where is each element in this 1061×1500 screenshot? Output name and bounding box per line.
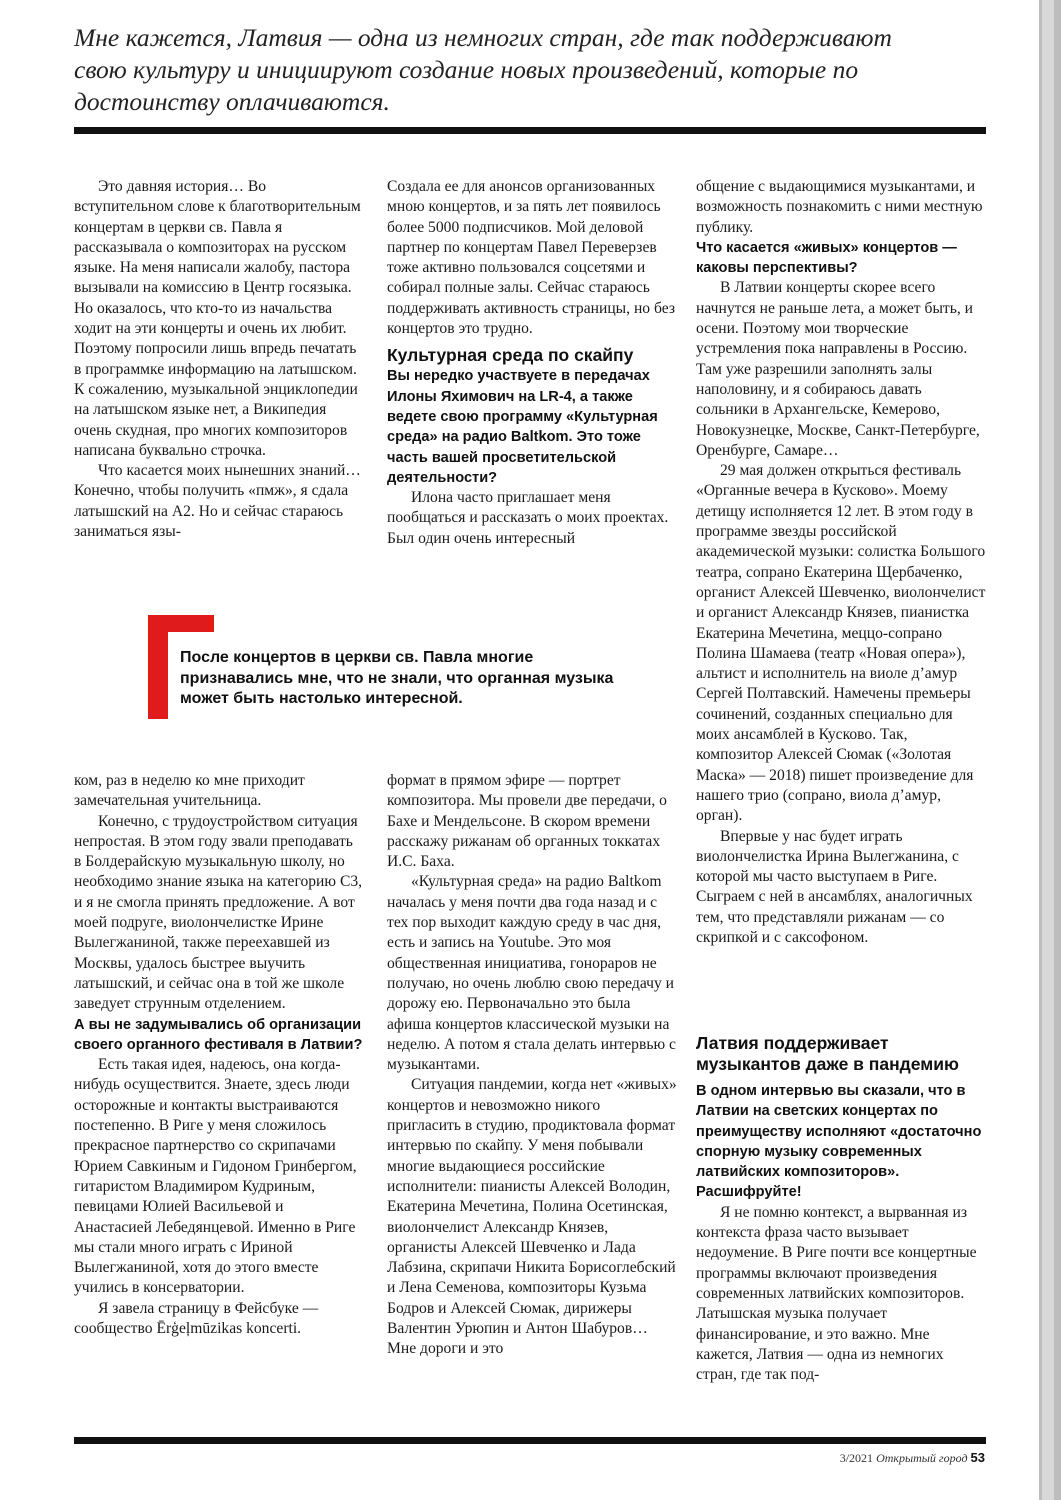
magazine-name: Открытый город bbox=[876, 1451, 968, 1465]
paragraph: Создала ее для анонсов организованных мною концертов, и за пять лет появилось более 5000 подписчиков. Мой деловой партнер по концертам Павел Переверзев тоже активно пользовался соцсетями и собирал полные залы. Сейчас стараюсь поддерживать активность страницы, но без концертов это трудно. bbox=[387, 178, 675, 338]
column-1-upper bbox=[74, 177, 364, 542]
column-1-lower bbox=[74, 771, 364, 1339]
paragraph: Впервые у нас будет играть виолончелистка Ирина Вылегжанина, с которой мы часто выступаем в Риге. Сыграем с ней в ансамблях, аналогичных тем, что представляли рижанам — со скрипкой и с саксофоном. bbox=[696, 827, 973, 946]
pullquote-text: После концертов в церкви св. Павла многие признавались мне, что не знали, что органная музыка может быть настолько интересной. bbox=[180, 649, 614, 707]
issue-number: 3/2021 bbox=[839, 1451, 874, 1465]
interview-question: Что касается «живых» концертов — каковы перспективы? bbox=[696, 239, 957, 277]
paragraph: Илона часто приглашает меня пообщаться и рассказать о моих проектах. Был один очень интересный bbox=[387, 489, 669, 547]
paragraph: «Культурная среда» на радио Baltkom началась у меня почти два года назад и с тех пор выходит каждую среду в час дня, есть и запись на Youtube. Это моя общественная инициатива, гонораров не получаю, но очень люблю свою передачу и дорожу ею. Первоначально это была афиша концертов классической музыки на неделю. А потом я стала делать интервью с музыкантами. bbox=[387, 873, 676, 1074]
interview-question: Вы нередко участвуете в передачах Илоны Яхимович на LR-4, а также ведете свою программу «Культурная среда» на радио Baltkom. Это тоже часть вашей просветительской деятельности? bbox=[387, 368, 658, 486]
paragraph: Это давняя история… Во вступительном слове к благотворительным концертам в церкви св. Павла я рассказывала о композиторах на русском языке. На меня написали жалобу, пастора вызывали на комиссию в Центр госязыка. Но оказалось, что кто-то из начальства ходит на эти концерты и очень их любит. Поэтому попросили лишь впредь печатать в программке информацию на латышском. К сожалению, музыкальной энциклопедии на латышском языке нет, а Википедия очень скудная, про многих композиторов написана буквально строчка. bbox=[74, 178, 361, 459]
paragraph: В Латвии концерты скорее всего начнутся не раньше лета, а может быть, и осени. Поэтому мои творческие устремления пока направлены в Россию. Там уже разрешили заполнять залы наполовину, и я собираюсь давать сольники в Архангельске, Кемерово, Новокузнецке, Москве, Санкт-Петербурге, Оренбурге, Самаре… bbox=[696, 279, 980, 459]
paragraph: Я завела страницу в Фейсбуке — сообщество Ērģeļmūzikas koncerti. bbox=[74, 1299, 319, 1338]
page-edge-strip bbox=[1039, 0, 1061, 1500]
section-heading: Латвия поддерживает музыкантов даже в пандемию bbox=[696, 1033, 959, 1074]
column-3-lower bbox=[696, 1033, 986, 1385]
column-2-lower bbox=[387, 771, 677, 1360]
paragraph: Конечно, с трудоустройством ситуация непростая. В этом году звали преподавать в Болдерайскую музыкальную школу, но необходимо знание языка на категорию С3, и я не смогла принять предложение. А вот моей подруге, виолончелистке Ирине Вылегжаниной, также переехавшей из Москвы, удалось быстрее выучить латышский, и сейчас она в той же школе заведует струнным отделением. bbox=[74, 812, 363, 1013]
paragraph: общение с выдающимися музыкантами, и возможность познакомить с ними местную публику. bbox=[696, 178, 983, 236]
paragraph: Ситуация пандемии, когда нет «живых» концертов и невозможно никого пригласить в студию, продиктовала формат интервью по скайпу. У меня побывали многие выдающиеся российские исполнители: пианисты Алексей Володин, Екатерина Мечетина, Полина Осетинская, виолончелист Александр Князев, органисты Алексей Шевченко и Лада Лабзина, скрипачи Никита Борисоглебский и Лена Семенова, композиторы Кузьма Бодров и Алексей Сюмак, дирижеры Валентин Урюпин и Антон Шабуров… Мне дороги и это bbox=[387, 1076, 677, 1358]
page-footer bbox=[840, 1450, 985, 1466]
paragraph: Я не помню контекст, а вырванная из контекста фраза часто вызывает недоумение. В Риге почти все концертные программы включают произведения современных латвийских композиторов. Латышская музыка получает финансирование, и это важно. Мне кажется, Латвия — одна из немногих стран, где так под- bbox=[696, 1203, 977, 1384]
page-number: 53 bbox=[970, 1450, 985, 1465]
mid-pullquote bbox=[148, 615, 668, 725]
column-2-upper bbox=[387, 177, 677, 549]
paragraph: ком, раз в неделю ко мне приходит замечательная учительница. bbox=[74, 772, 305, 810]
section-heading: Культурная среда по скайпу bbox=[387, 345, 634, 366]
interview-question: А вы не задумывались об организации своего органного фестиваля в Латвии? bbox=[74, 1016, 363, 1053]
interview-question: В одном интервью вы сказали, что в Латвии на светских концертах по преимуществу исполняют «достаточно спорную музыку современных латвийских композиторов». Расшифруйте! bbox=[696, 1083, 982, 1201]
paragraph: Есть такая идея, надеюсь, она когда-нибудь осуществится. Знаете, здесь люди осторожные и контакты выстраиваются постепенно. В Риге у меня сложилось прекрасное партнерство со скрипачами Юрием Савкиным и Гидоном Гринбергом, гитаристом Владимиром Кудриным, певицами Юлией Васильевой и Анастасией Лебедянцевой. Именно в Риге мы стали много играть с Ириной Вылегжаниной, хотя до этого вместе учились в консерватории. bbox=[74, 1056, 357, 1297]
paragraph: формат в прямом эфире — портрет композитора. Мы провели две передачи, о Бахе и Мендельсоне. В скором времени расскажу рижанам об органных токкатах И.С. Баха. bbox=[387, 772, 667, 871]
top-rule bbox=[74, 127, 986, 134]
bottom-rule bbox=[74, 1437, 986, 1444]
paragraph: Что касается моих нынешних знаний… Конечно, чтобы получить «пмж», я сдала латышский на А2. Но и сейчас стараюсь заниматься язы- bbox=[74, 462, 361, 541]
column-3-upper bbox=[696, 177, 986, 948]
paragraph: 29 мая должен открыться фестиваль «Органные вечера в Кусково». Моему детищу исполняется 12 лет. В этом году в программе звезды российской академической музыки: солистка Большого театра, сопрано Екатерина Щербаченко, органист Алексей Шевченко, виолончелист и органист Александр Князев, пианистка Екатерина Мечетина, меццо-сопрано Полина Шамаева (театр «Новая опера»), альтист и исполнитель на виоле д’амур Сергей Полтавский. Намечены премьеры сочинений, созданных специально для моих ансамблей в Кусково. Так, композитор Алексей Сюмак («Золотая Маска» — 2018) пишет произведение для нашего трио (сопрано, виола д’амур, орган). bbox=[696, 462, 986, 825]
top-pullquote: Мне кажется, Латвия — одна из немногих стран, где так поддерживают свою культуру и инициируют создание новых произведений, которые по достоинству оплачиваются. bbox=[74, 23, 892, 116]
